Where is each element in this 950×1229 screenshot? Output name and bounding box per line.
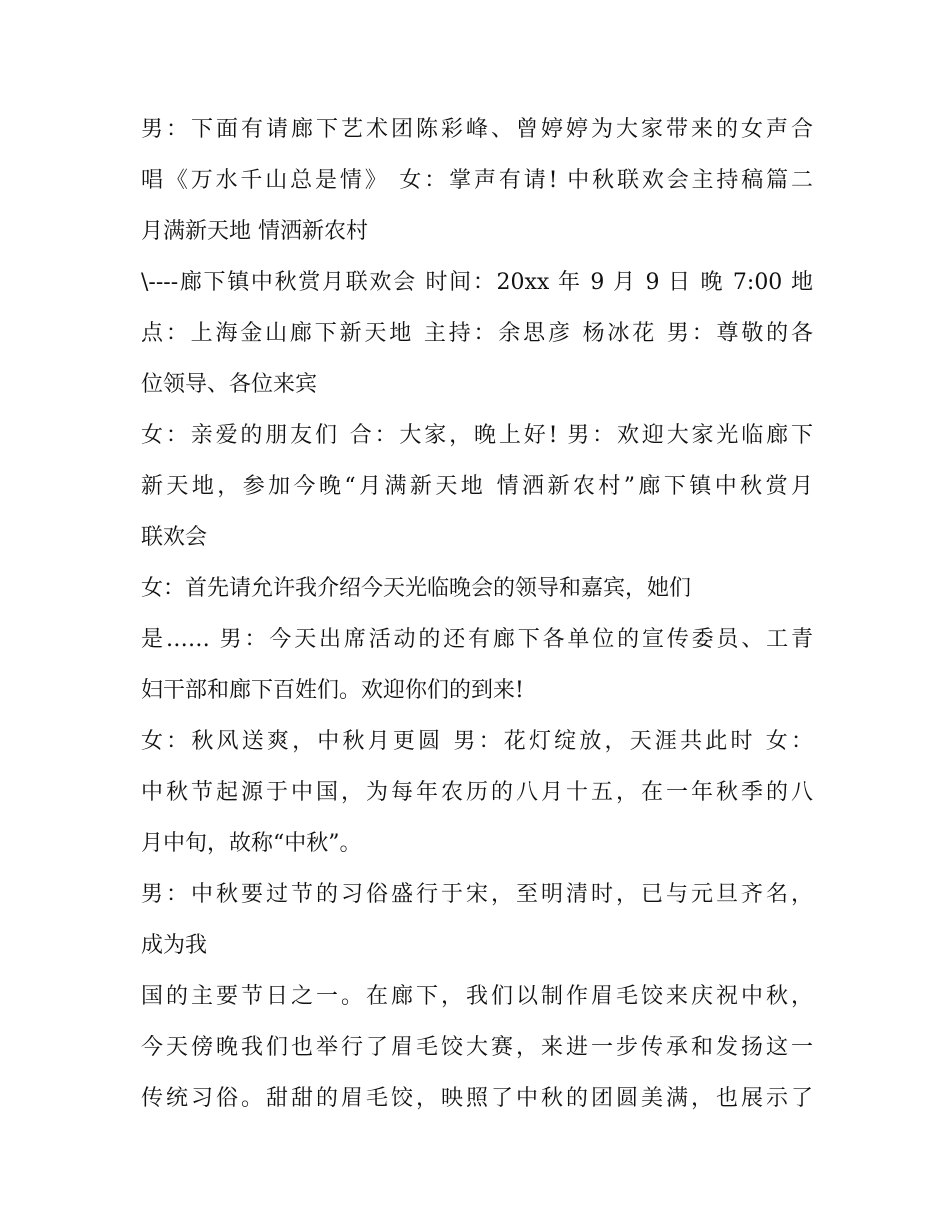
text-line: 今天傍晚我们也举行了眉毛饺大赛，来进一步传承和发扬这一 <box>141 1035 813 1060</box>
text-line: \----廊下镇中秋赏月联欢会 时间：20xx 年 9 月 9 日 晚 7:00 地 <box>141 270 813 295</box>
text-line: 女：首先请允许我介绍今天光临晚会的领导和嘉宾，她们 <box>141 576 692 601</box>
text-line: 新天地，参加今晚“月满新天地 情洒新农村”廊下镇中秋赏月 <box>141 474 813 499</box>
text-line: 女：亲爱的朋友们 合：大家，晚上好! 男：欢迎大家光临廊下 <box>141 423 813 448</box>
text-line: 月满新天地 情洒新农村 <box>141 219 368 244</box>
text-line: 是…… 男：今天出席活动的还有廊下各单位的宣传委员、工青 <box>141 627 813 652</box>
text-line: 成为我 <box>141 933 208 958</box>
text-line: 男：中秋要过节的习俗盛行于宋，至明清时，已与元旦齐名， <box>141 882 813 907</box>
text-line: 国的主要节日之一。在廊下，我们以制作眉毛饺来庆祝中秋， <box>141 984 813 1009</box>
document-body <box>141 104 813 1124</box>
text-line: 联欢会 <box>141 525 208 550</box>
text-line: 月中旬，故称“中秋”。 <box>141 831 362 856</box>
text-line: 点：上海金山廊下新天地 主持：余思彦 杨冰花 男：尊敬的各 <box>141 321 813 346</box>
text-line: 女：秋风送爽，中秋月更圆 男：花灯绽放，天涯共此时 女： <box>141 729 813 754</box>
text-line: 传统习俗。甜甜的眉毛饺，映照了中秋的团圆美满，也展示了 <box>141 1086 813 1111</box>
text-line: 中秋节起源于中国，为每年农历的八月十五，在一年秋季的八 <box>141 780 813 805</box>
text-line: 唱《万水千山总是情》 女：掌声有请! 中秋联欢会主持稿篇二 <box>141 168 813 193</box>
text-line: 位领导、各位来宾 <box>141 372 318 397</box>
text-line: 妇干部和廊下百姓们。欢迎你们的到来! <box>141 678 524 703</box>
text-line: 男：下面有请廊下艺术团陈彩峰、曾婷婷为大家带来的女声合 <box>141 117 813 142</box>
